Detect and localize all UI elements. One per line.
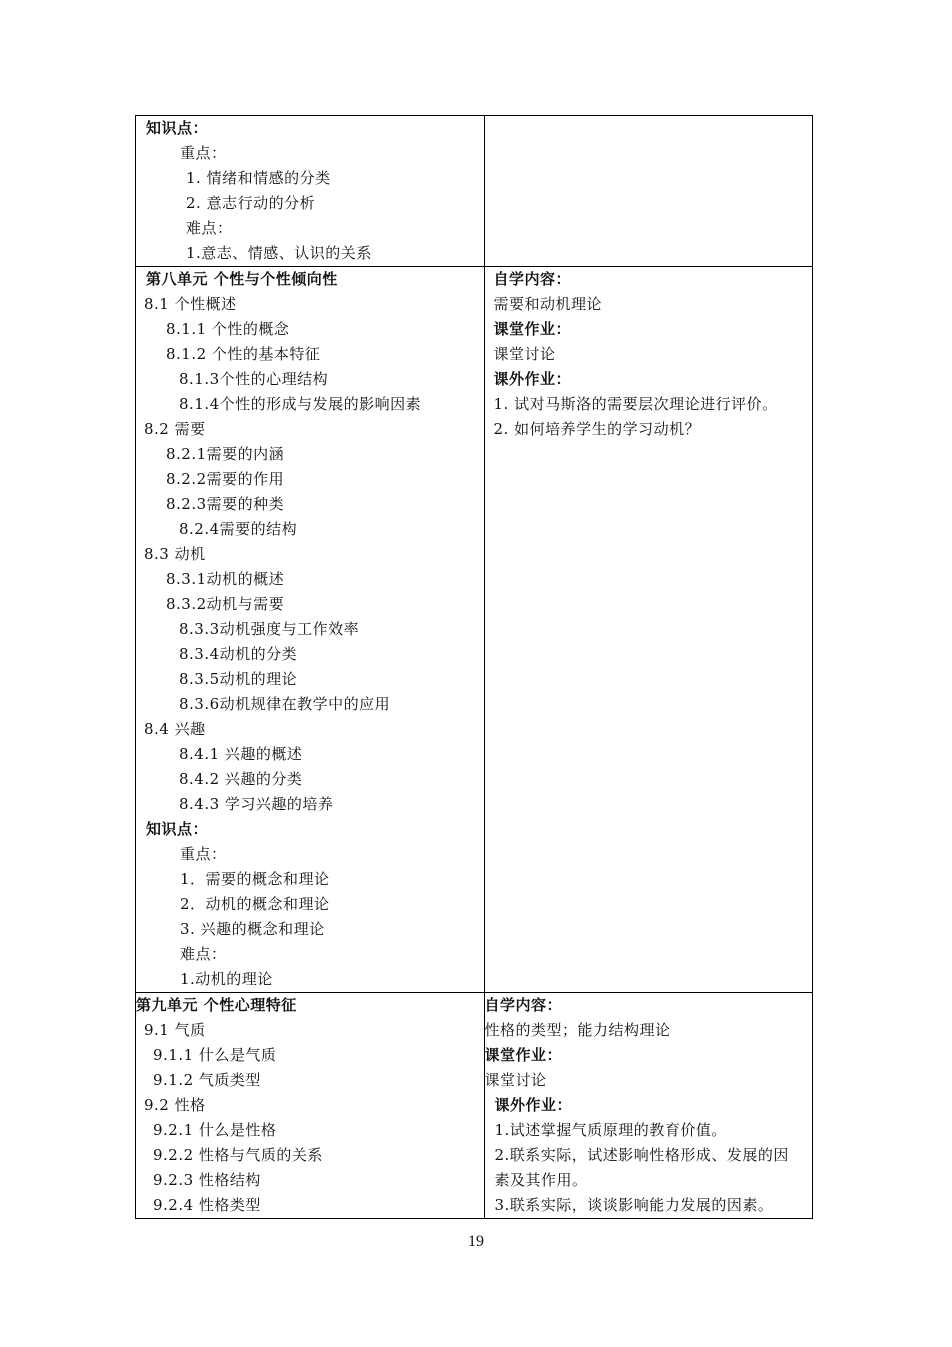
text-line: 9.2.2 性格与气质的关系	[153, 1146, 323, 1164]
syllabus-table	[135, 115, 813, 1219]
text-line: 课外作业：	[493, 370, 572, 388]
text-line: 8.4.3 学习兴趣的培养	[179, 795, 334, 813]
text-line: 1.意志、情感、认识的关系	[186, 244, 372, 262]
text-line: 8.4.1 兴趣的概述	[179, 745, 303, 763]
block1-left-lines	[136, 116, 484, 266]
text-line: 知识点：	[146, 820, 209, 838]
text-line: 8.3 动机	[144, 545, 206, 563]
block2-left-lines	[136, 267, 484, 992]
text-line: 2.联系实际，试述影响性格形成、发展的因	[494, 1146, 789, 1164]
text-line: 8.1.3个性的心理结构	[179, 370, 329, 388]
text-line: 3.联系实际，谈谈影响能力发展的因素。	[494, 1196, 774, 1214]
block1-left-cell	[136, 116, 485, 267]
text-line: 课外作业：	[494, 1096, 573, 1114]
text-line: 1. 试对马斯洛的需要层次理论进行评价。	[493, 395, 778, 413]
page-number: 19	[468, 1233, 484, 1250]
text-line: 9.2 性格	[144, 1096, 206, 1114]
text-line: 8.1.2 个性的基本特征	[166, 345, 321, 363]
table-row	[136, 267, 813, 993]
text-line: 9.2.3 性格结构	[153, 1171, 261, 1189]
text-line: 8.3.3动机强度与工作效率	[179, 620, 360, 638]
text-line: 1. 情绪和情感的分类	[186, 169, 331, 187]
text-line: 2．动机的概念和理论	[180, 895, 330, 913]
block2-right-lines	[485, 267, 813, 442]
text-line: 课堂讨论	[493, 345, 556, 363]
text-line: 重点：	[180, 144, 227, 162]
block1-right-cell	[484, 116, 813, 267]
text-line: 2. 如何培养学生的学习动机？	[493, 420, 701, 438]
text-line: 8.2.4需要的结构	[179, 520, 298, 538]
text-line: 8.1 个性概述	[144, 295, 237, 313]
block3-right-lines	[485, 993, 813, 1218]
block2-right-cell	[484, 267, 813, 993]
text-line: 9.2.4 性格类型	[153, 1196, 261, 1214]
text-line: 1．需要的概念和理论	[180, 870, 330, 888]
text-line: 需要和动机理论	[493, 295, 603, 313]
text-line: 重点：	[180, 845, 227, 863]
text-line: 课堂作业：	[493, 320, 572, 338]
text-line: 9.1.1 什么是气质	[153, 1046, 277, 1064]
text-line: 第八单元 个性与个性倾向性	[146, 270, 338, 288]
text-line: 8.2.2需要的作用	[166, 470, 285, 488]
text-line: 课堂讨论	[484, 1071, 547, 1089]
text-line: 8.2 需要	[144, 420, 206, 438]
text-line: 2. 意志行动的分析	[186, 194, 316, 212]
text-line: 3. 兴趣的概念和理论	[180, 920, 325, 938]
text-line: 9.2.1 什么是性格	[153, 1121, 277, 1139]
table-row	[136, 993, 813, 1219]
text-line: 8.2.1需要的内涵	[166, 445, 285, 463]
text-line: 1.动机的理论	[180, 970, 273, 988]
text-line: 8.3.5动机的理论	[179, 670, 298, 688]
text-line: 8.3.2动机与需要	[166, 595, 285, 613]
text-line: 8.2.3需要的种类	[166, 495, 285, 513]
text-line: 第九单元 个性心理特征	[136, 996, 297, 1014]
text-line: 8.4.2 兴趣的分类	[179, 770, 303, 788]
text-line: 难点：	[186, 219, 233, 237]
text-line: 知识点：	[146, 119, 209, 137]
text-line: 8.1.1 个性的概念	[166, 320, 290, 338]
block2-left-cell	[136, 267, 485, 993]
text-line: 1.试述掌握气质原理的教育价值。	[494, 1121, 727, 1139]
text-line: 8.3.1动机的概述	[166, 570, 285, 588]
text-line: 素及其作用。	[494, 1171, 588, 1189]
text-line: 9.1 气质	[144, 1021, 206, 1039]
text-line: 性格的类型；能力结构理论	[484, 1021, 671, 1039]
text-line: 8.3.6动机规律在教学中的应用	[179, 695, 391, 713]
text-line: 9.1.2 气质类型	[153, 1071, 261, 1089]
text-line: 课堂作业：	[484, 1046, 563, 1064]
text-line: 8.3.4动机的分类	[179, 645, 298, 663]
block3-left-lines	[136, 993, 484, 1218]
text-line: 自学内容：	[493, 270, 572, 288]
text-line: 难点：	[180, 945, 227, 963]
text-line: 8.4 兴趣	[144, 720, 206, 738]
table-row	[136, 116, 813, 267]
text-line: 自学内容：	[484, 996, 563, 1014]
block3-left-cell	[136, 993, 485, 1219]
block3-right-cell	[484, 993, 813, 1219]
text-line: 8.1.4个性的形成与发展的影响因素	[179, 395, 422, 413]
